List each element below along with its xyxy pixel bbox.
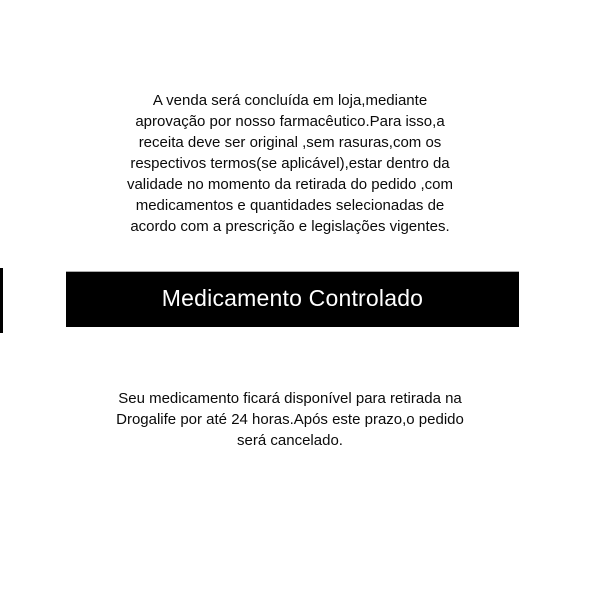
availability-text: Seu medicamento ficará disponível para retirada na Drogalife por até 24 horas.Após este prazo,o pedido será cancelado. [116, 390, 464, 449]
pickup-terms-text: A venda será concluída em loja,mediante aprovação por nosso farmacêutico.Para isso,a receita deve ser original ,sem rasuras,com os respectivos termos(se aplicável),estar dentro da validade no momento da retirada do pedido ,com medicamentos e quantidades selecionadas de acordo com a prescrição e legislações vigentes. [126, 92, 454, 235]
left-edge-banner-fragment [0, 268, 3, 333]
controlled-medication-banner [66, 271, 519, 327]
controlled-medication-label: Medicamento Controlado [161, 285, 424, 311]
